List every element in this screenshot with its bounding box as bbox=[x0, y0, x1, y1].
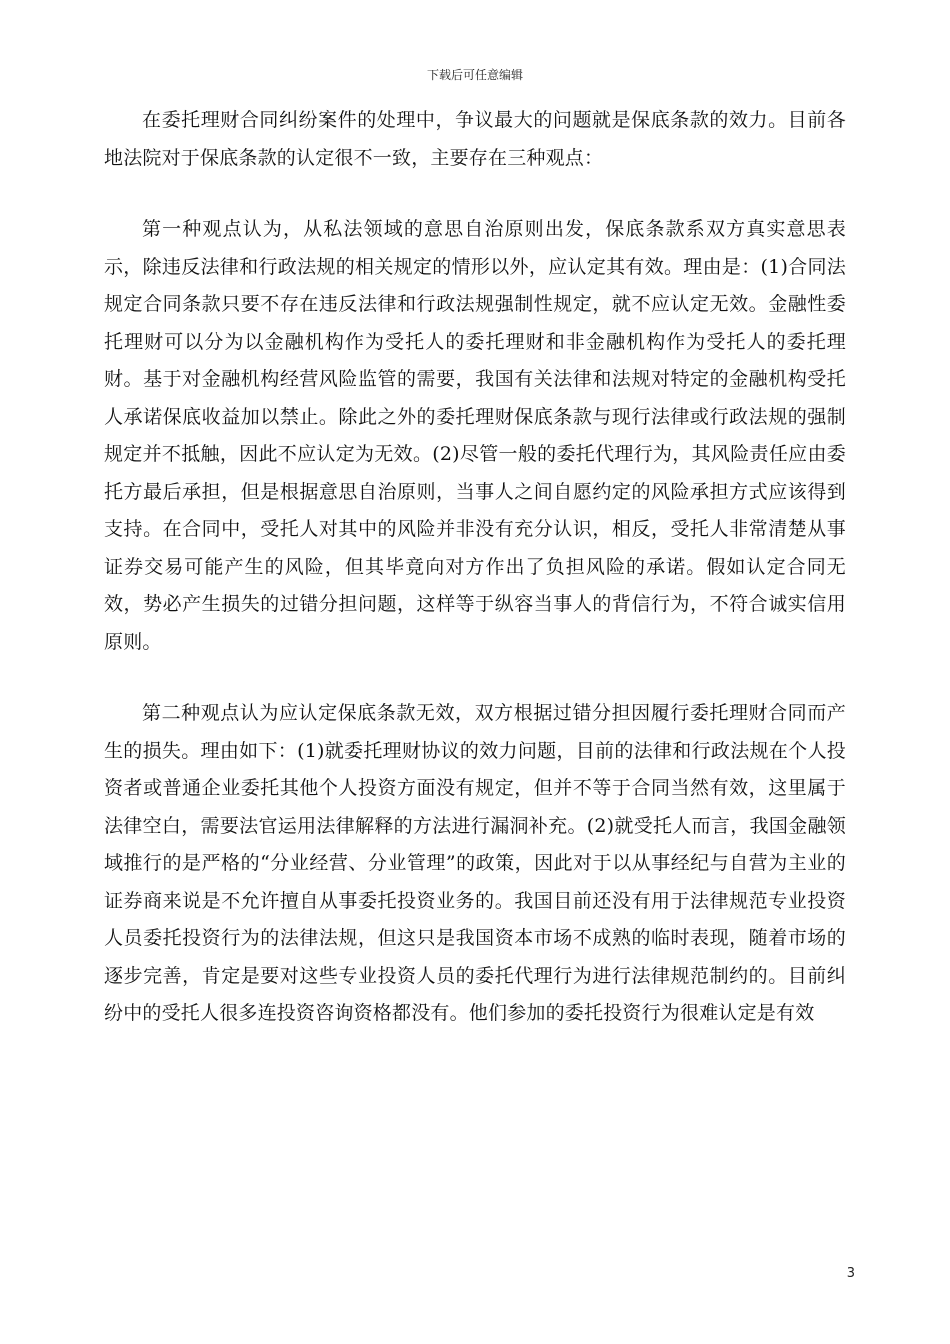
paragraph-intro: 在委托理财合同纠纷案件的处理中，争议最大的问题就是保底条款的效力。目前各地法院对于保底条款的认定很不一致，主要存在三种观点： bbox=[104, 109, 846, 169]
page-header: 下载后可任意编辑 bbox=[426, 68, 523, 82]
page-number: 3 bbox=[846, 1266, 855, 1281]
document-body bbox=[104, 96, 846, 1033]
paragraph-first-view: 第一种观点认为，从私法领域的意思自治原则出发，保底条款系双方真实意思表示，除违反法律和行政法规的相关规定的情形以外，应认定其有效。理由是：(1)合同法规定合同条款只要不存在违反法律和行政法规强制性规定，就不应认定无效。金融性委托理财可以分为以金融机构作为受托人的委托理财和非金融机构作为受托人的委托理财。基于对金融机构经营风险监管的需要，我国有关法律和法规对特定的金融机构受托人承诺保底收益加以禁止。除此之外的委托理财保底条款与现行法律或行政法规的强制规定并不抵触，因此不应认定为无效。(2)尽管一般的委托代理行为，其风险责任应由委托方最后承担，但是根据意思自治原则，当事人之间自愿约定的风险承担方式应该得到支持。在合同中，受托人对其中的风险并非没有充分认识，相反，受托人非常清楚从事证券交易可能产生的风险，但其毕竟向对方作出了负担风险的承诺。假如认定合同无效，势必产生损失的过错分担问题，这样等于纵容当事人的背信行为，不符合诚实信用原则。 bbox=[104, 218, 846, 653]
paragraph-second-view: 第二种观点认为应认定保底条款无效，双方根据过错分担因履行委托理财合同而产生的损失。理由如下：(1)就委托理财协议的效力问题，目前的法律和行政法规在个人投资者或普通企业委托其他个人投资方面没有规定，但并不等于合同当然有效，这里属于法律空白，需要法官运用法律解释的方法进行漏洞补充。(2)就受托人而言，我国金融领域推行的是严格的“分业经营、分业管理”的政策，因此对于以从事经纪与自营为主业的证券商来说是不允许擅自从事委托投资业务的。我国目前还没有用于法律规范专业投资人员委托投资行为的法律法规，但这只是我国资本市场不成熟的临时表现，随着市场的逐步完善，肯定是要对这些专业投资人员的委托代理行为进行法律规范制约的。目前纠纷中的受托人很多连投资咨询资格都没有。他们参加的委托投资行为很难认定是有效 bbox=[104, 702, 846, 1024]
